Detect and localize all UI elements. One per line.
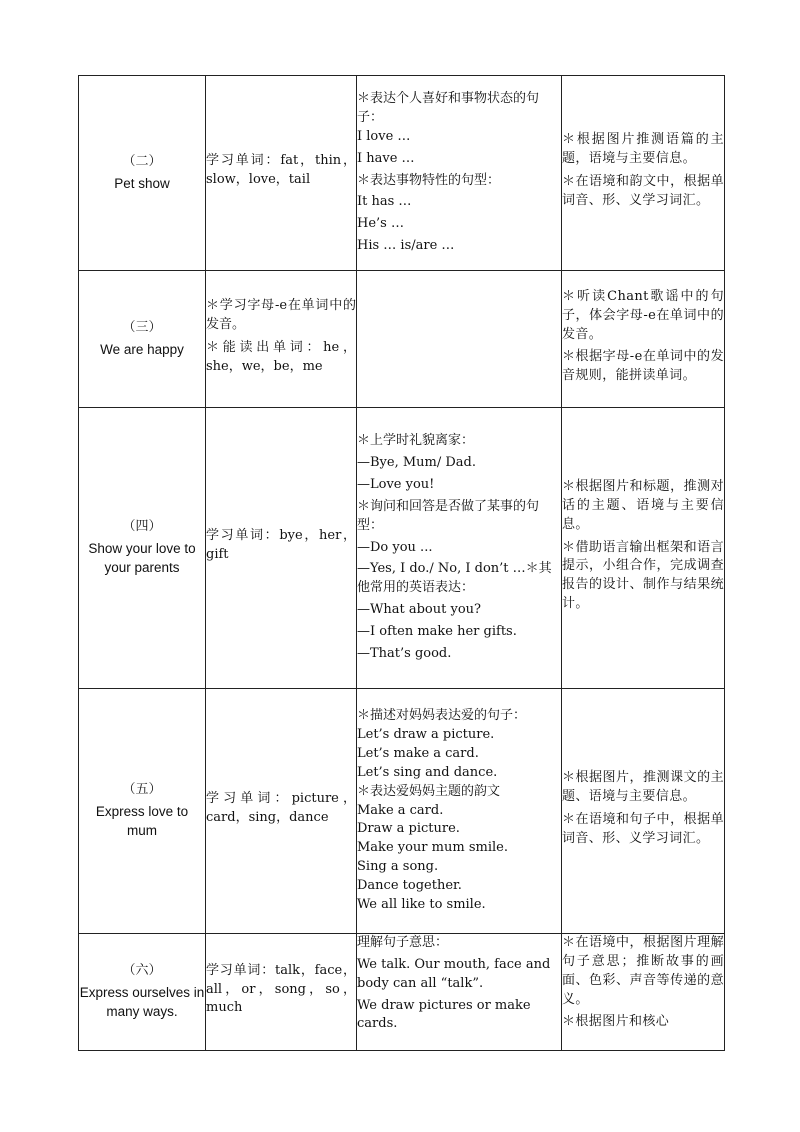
sentence-line: Make a card. [357,802,444,818]
table-row [79,934,725,1051]
unit-number: （二） [122,153,162,169]
sentence-line: Let’s sing and dance. [357,764,498,780]
vocab-line: ＊学习字母-e在单词中的发音。 [206,298,356,333]
vocab-cell [206,408,357,689]
unit-name: Show your love to your parents [88,540,196,576]
table-row [79,271,725,408]
strategy-line: ＊在语境中，根据图片理解句子意思；推断故事的画面、色彩、声音等传递的意义。 [562,935,724,1007]
strategy-cell [562,408,725,689]
sentence-line: He’s … [357,216,404,232]
vocab-line: 学习单词：picture，card，sing，dance [206,791,356,825]
sentences-cell [357,271,562,408]
sentence-line: Let’s make a card. [357,746,479,762]
strategy-cell [562,689,725,934]
unit-number: （三） [122,319,162,335]
sentences-cell [357,408,562,689]
vocab-cell [206,689,357,934]
sentence-line: Sing a song. [357,859,439,875]
vocab-cell [206,76,357,271]
sentence-line: ＊表达个人喜好和事物状态的句子： [357,91,540,125]
sentence-line: ＊询问和回答是否做了某事的句型： [357,498,540,533]
sentence-line: —That’s good. [357,645,452,661]
sentence-line: We draw pictures or make cards. [357,997,531,1032]
table-row [79,76,725,271]
unit-name: Express ourselves in many ways. [79,984,205,1020]
strategy-cell [562,934,725,1051]
sentence-line: ＊表达爱妈妈主题的韵文 [357,783,501,799]
sentence-line: —What about you? [357,602,481,618]
strategy-line: ＊根据图片，推测课文的主题、语境与主要信息。 [562,770,724,805]
strategy-line: ＊借助语言输出框架和语言提示，小组合作，完成调查报告的设计、制作与结果统计。 [562,539,724,612]
unit-name: Express love to mum [95,803,189,839]
unit-cell [79,76,206,271]
sentences-cell [357,934,562,1051]
table-row [79,408,725,689]
sentence-line: We all like to smile. [357,896,486,912]
unit-cell [79,408,206,689]
unit-name: Pet show [114,175,170,191]
sentence-line: 理解句子意思： [357,935,449,950]
strategy-line: ＊在语境和韵文中，根据单词音、形、义学习词汇。 [562,174,724,208]
sentence-line: ＊表达事物特性的句型： [357,172,501,188]
strategy-line: ＊根据图片和核心 [562,1014,670,1030]
unit-cell [79,271,206,408]
sentence-line: Make your mum smile. [357,840,508,856]
vocab-line: 学习单词：talk，face，all，or，song，so，much [206,962,356,1016]
sentence-line: Dance together. [357,877,462,893]
strategy-line: ＊听读Chant歌谣中的句子，体会字母-e在单词中的发音。 [562,288,724,342]
sentence-line: I love … [357,128,411,144]
strategy-cell [562,76,725,271]
sentence-line: —Yes, I do./ No, I don’t …＊其他常用的英语表达： [357,561,552,596]
sentence-line: —Do you ... [357,539,433,555]
strategy-line: ＊根据字母-e在单词中的发音规则，能拼读单词。 [562,349,724,384]
table-row [79,689,725,934]
sentence-line: His … is/are … [357,238,455,254]
strategy-line: ＊根据图片推测语篇的主题，语境与主要信息。 [562,132,724,167]
sentence-line: —Love you! [357,477,435,493]
unit-cell [79,689,206,934]
sentence-line: It has … [357,194,412,210]
sentence-line: Let’s draw a picture. [357,727,495,743]
vocab-line: ＊能读出单词：he，she，we，be，me [206,340,356,374]
sentences-cell [357,76,562,271]
vocab-cell [206,934,357,1051]
unit-number: （四） [122,519,162,535]
unit-plan-table [78,75,725,1051]
sentence-line: We talk. Our mouth, face and body can all “talk”. [357,956,551,991]
strategy-line: ＊在语境和句子中，根据单词音、形、义学习词汇。 [562,812,724,846]
unit-name: We are happy [100,341,184,357]
sentence-line: Draw a picture. [357,821,460,837]
sentence-line: ＊上学时礼貌离家： [357,433,475,449]
sentence-line: —I often make her gifts. [357,623,517,639]
unit-number: （六） [122,963,162,979]
unit-cell [79,934,206,1051]
unit-number: （五） [122,782,162,798]
vocab-cell [206,271,357,408]
sentence-line: I have … [357,150,415,166]
strategy-cell [562,271,725,408]
vocab-line: 学习单词：bye，her，gift [206,528,356,562]
sentences-cell [357,689,562,934]
sentence-line: —Bye, Mum/ Dad. [357,455,477,471]
sentence-line: ＊描述对妈妈表达爱的句子： [357,708,527,724]
vocab-line: 学习单词：fat，thin，slow，love，tail [206,153,356,187]
strategy-line: ＊根据图片和标题，推测对话的主题、语境与主要信息。 [562,479,724,532]
